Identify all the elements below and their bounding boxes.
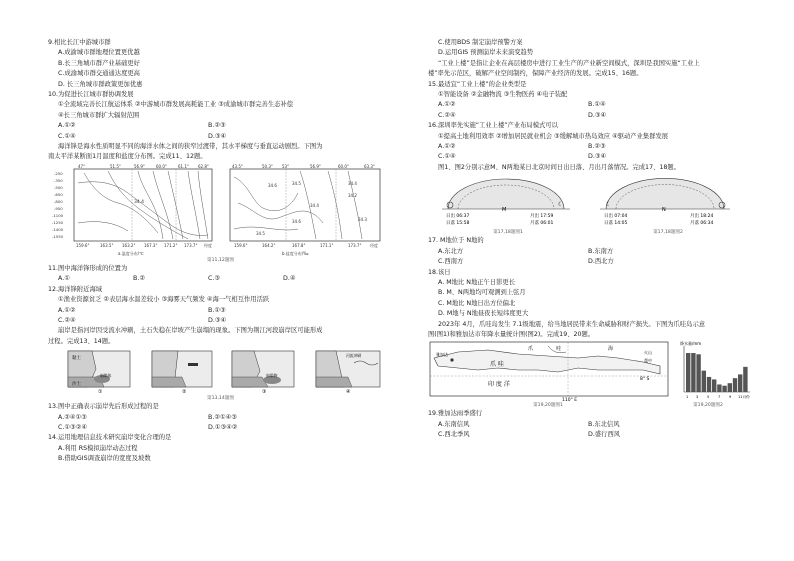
rt-3: 56.9° [310, 163, 321, 169]
longitude-label: 110° E [562, 398, 578, 403]
n-sunrise: 日出 07:04 [604, 214, 628, 220]
q13-option-d: D.①③④② [208, 423, 238, 431]
depth-8: -1400 [52, 226, 64, 232]
java-island-label: 爪 哇 [490, 361, 504, 369]
lb-4: 171.2° [164, 242, 178, 248]
lb-2: 163.2° [122, 242, 136, 248]
rain-bar [717, 385, 721, 393]
jakarta-label: 雅加达 [436, 352, 448, 358]
temperature-panel [74, 169, 212, 241]
sal-6: 34.3 [358, 216, 367, 222]
intro-15-16-line2: 楼”率先示范区，破解产业空间制约，保障产业经济的发展。完成15、16题。 [428, 70, 643, 78]
diagram-1 [68, 351, 130, 395]
moon-icon: ☾ [558, 201, 564, 209]
q18-option-d: D. M地与 N地昼夜长短纬度更大 [438, 310, 529, 318]
q16-stem: 16.深圳率先实施“工业上楼”产业布局模式可以 [428, 122, 558, 130]
java-map [430, 342, 668, 402]
q19-option-c: C.西北季风 [438, 431, 470, 439]
m-moonset: 月落 06:01 [530, 221, 554, 227]
q18-option-b: B. M、N两地均可观测到上弦月 [438, 289, 526, 297]
q15-option-b: B.①④ [588, 101, 606, 109]
diagram-number-2: ② [182, 389, 187, 396]
q15-option-d: D.③④ [588, 111, 607, 119]
q15-options-row2 [428, 111, 753, 121]
q14-option-d: D.运用GIS 预测崩岸未来演变趋势 [438, 49, 534, 57]
intro-13-14-line1: 崩岸是指河岸因受流水冲刷，土石失稳在岸坡产生崩塌的现象。下图为荆江河段崩岸区可能形成 [58, 327, 323, 335]
rb-0: 159.6° [234, 242, 248, 248]
sea-label: 海 [608, 346, 614, 353]
diagram-n [600, 179, 730, 227]
lt-label-4: 61.1° [178, 163, 189, 169]
sal-4: 34.6 [292, 218, 301, 224]
java-map-and-rain-chart [428, 340, 753, 402]
rain-x-7: 7 [718, 395, 721, 400]
q19-option-b: B.东北信风 [588, 420, 620, 428]
q18-option-a: A. M地比 N地正午日影更长 [438, 278, 516, 286]
diagram-number-1: ① [98, 389, 103, 396]
depth-4: -800 [54, 198, 63, 204]
q17-option-c: C.西南方 [438, 258, 464, 266]
q14-option-a: A.利用 RS模拟崩岸动态过程 [58, 444, 138, 452]
quake-label: 震中 [644, 358, 652, 364]
intro-17-18: 图1、图2分别示意M、N两地某日北京时间日出日落、月出月落情况。完成17、18题。 [438, 163, 680, 171]
figure-11-12 [48, 163, 393, 259]
rainfall-chart [680, 340, 750, 399]
rt-0: 43.5° [232, 163, 243, 169]
q15-items: ①智能设备 ②金融物流 ③生物医药 ④电子装配 [438, 91, 568, 99]
q13-options-row1 [48, 413, 393, 423]
rain-x-9: 9 [729, 395, 732, 400]
rb-2: 167.8° [292, 242, 306, 248]
q12-option-c: C.②④ [58, 316, 76, 324]
q11-option-d: D.④ [283, 275, 296, 283]
q11-stem: 11.图中海洋锋形成的位置为 [48, 264, 128, 272]
sun-moon-diagrams [428, 173, 753, 229]
lt-label-0: 47° [78, 163, 86, 169]
q10-items-1: ①全流域完善长江航运体系 ②中游城市群发展高耗能工业 ③成渝城市群完善生态补偿 [58, 101, 294, 109]
q17-options-row1 [428, 247, 753, 257]
q19-option-a: A.东南信风 [438, 420, 470, 428]
marker-1: 34.4 [134, 199, 145, 205]
figure-17-18-captions [428, 229, 753, 236]
rain-bars [686, 353, 748, 392]
salinity-subtitle: b.盐度分布/‰ [282, 250, 309, 256]
rt-2: 53° [282, 163, 290, 169]
q16-option-d: D.③④ [588, 153, 607, 161]
rb-1: 164.2° [262, 242, 276, 248]
q15-option-a: A.①② [438, 101, 456, 109]
q13-option-c: C.①③②④ [58, 423, 87, 431]
volcano-label: 火山 [644, 350, 652, 356]
right-column [428, 38, 753, 441]
intro-11-12-line2: 南太平洋某断面1月温度和盐度分布图。完成11、12题。 [48, 153, 207, 161]
intro-13-14-line2: 过程。完成13、14题。 [48, 337, 115, 345]
q9-option-c: C.成渝城市群交通通达度更高 [58, 70, 140, 78]
rain-bar [702, 371, 706, 392]
moon-icon-n: ☾ [606, 201, 612, 209]
q12-option-d: D.③④ [208, 316, 227, 324]
lb-6: 经度 [204, 242, 212, 248]
rain-chart-title: 降水量/mm [680, 341, 702, 347]
depth-2: -500 [54, 184, 63, 190]
q12-options-row1 [48, 306, 393, 316]
n-moonset: 月落 06:34 [690, 221, 714, 227]
depth-3: -650 [54, 191, 63, 197]
sand-label-1: 沙土 [72, 382, 81, 388]
intro-19-20-line1: 2023年 4月，爪哇岛发生 7.1级地震，给当地居民带来生命威胁和财产损失。下图为爪哇岛示意 [438, 320, 706, 328]
depth-1: -350 [54, 177, 63, 183]
lt-label-1: 51.5° [110, 163, 121, 169]
intro-11-12-line1: 海洋锋是海水性质明显不同的海洋水体之间的狭窄过渡带，其水平梯度与垂直运动剧烈。下图为 [58, 143, 323, 151]
collapse-label-1: 崩塌体 [100, 373, 112, 379]
sal-0: 34.6 [268, 182, 277, 188]
rain-bar [686, 353, 690, 392]
lb-5: 173.7° [184, 242, 198, 248]
rt-1: 50.3° [262, 163, 273, 169]
depth-0: -250 [54, 170, 63, 176]
sal-1: 34.5 [292, 180, 301, 186]
lb-1: 163.5° [100, 242, 114, 248]
rb-4: 173.7° [348, 242, 362, 248]
q10-option-c: C.①④ [58, 132, 76, 140]
sal-5: 34.4 [310, 202, 319, 208]
rain-x-11: 11月份 [738, 395, 750, 400]
salinity-top-labels [232, 164, 375, 169]
figure-11-12-caption: 第11,12题图 [207, 257, 234, 263]
depth-7: -1250 [52, 219, 64, 225]
q9-stem: 9.相比长江中游城市群 [48, 39, 111, 46]
q12-option-b: B.①③ [208, 306, 226, 314]
q19-stem: 19.雅加达雨季盛行 [428, 410, 483, 418]
q15-option-c: C.②④ [438, 111, 456, 119]
q9-option-b: B.长三角城市群产业基础更好 [58, 59, 140, 67]
figure-13-14 [48, 347, 393, 395]
diagram-2 [152, 351, 212, 395]
java-label-1: 爪 [528, 346, 534, 353]
intro-15-16-line1: “工业上楼”是指让企业在高层楼房中进行工业生产的产业新空间模式，深圳是我国实施“工业上 [438, 59, 700, 67]
diagram-number-3: ③ [262, 389, 267, 396]
latitude-label: 8° S [640, 377, 650, 383]
rain-x-1: 1 [686, 395, 689, 400]
q12-option-a: A.①② [58, 306, 76, 314]
depth-5: -950 [54, 205, 63, 211]
rb-5: 经度 [370, 242, 378, 248]
q15-options-row1 [428, 100, 753, 110]
q12-options-row2 [48, 316, 393, 326]
q17-option-d: D.西北方 [588, 258, 614, 266]
figure-19-20-caption-1: 第19,20题图1 [533, 403, 563, 409]
m-sunset: 日落 15:58 [446, 221, 470, 227]
figure-19-20 [428, 340, 753, 402]
q9-option-a: A.成渝城市群地理位置更优越 [58, 49, 140, 57]
n-label: N [662, 207, 666, 214]
rain-bar [733, 379, 737, 393]
q17-option-b: B.东南方 [588, 247, 614, 255]
q16-options-row2 [428, 152, 753, 162]
rain-bar [696, 355, 700, 393]
rain-bar [738, 375, 742, 393]
collapse-label-3: 崩塌物 [266, 373, 278, 379]
depth-6: -1100 [52, 212, 64, 218]
q19-options-row2 [428, 430, 753, 440]
q18-stem: 18.该日 [428, 268, 451, 276]
n-sunset: 日落 14:05 [604, 221, 628, 227]
salinity-bottom-labels [234, 242, 378, 256]
rain-bar [722, 386, 726, 392]
rt-4: 60.0° [338, 163, 349, 169]
q16-option-c: C.①④ [438, 153, 456, 161]
rain-bar [728, 384, 732, 393]
figure-19-20-caption-2: 第19,20题图2 [693, 403, 723, 409]
rain-x-5: 5 [707, 395, 710, 400]
q11-options [48, 274, 393, 284]
q10-option-b: B.②③ [208, 122, 226, 130]
rain-bar [707, 377, 711, 392]
temperature-subtitle: a.温度分布/℃ [118, 250, 144, 256]
rain-bar [712, 380, 716, 393]
rt-5: 63.3° [364, 163, 375, 169]
q13-options-row2 [48, 423, 393, 433]
rain-bar [743, 367, 747, 392]
figure-17-18 [428, 173, 753, 229]
rain-x-labels [686, 394, 750, 399]
rain-bar [691, 353, 695, 392]
lt-label-2: 56.9° [134, 163, 145, 169]
q16-option-a: A.①② [438, 143, 456, 151]
q11-option-b: B.② [133, 275, 145, 283]
q10-option-d: D.③④ [208, 132, 227, 140]
q17-options-row2 [428, 257, 753, 267]
diagram-4 [316, 351, 380, 395]
figure-13-14-caption: 第13,14题图 [207, 396, 234, 402]
q10-options-row1 [48, 121, 393, 131]
clay-label-1: 黏土 [72, 356, 81, 362]
diagram-number-4: ④ [346, 389, 351, 396]
depth-labels [52, 171, 64, 239]
flow-label: 河流冲刷 [346, 353, 362, 359]
temperature-bottom-labels [76, 242, 212, 256]
q19-options-row1 [428, 420, 753, 430]
q19-option-d: D.盛行西风 [588, 431, 621, 439]
q11-option-a: A.① [58, 275, 70, 283]
bank-collapse-diagrams [48, 347, 393, 395]
left-column [48, 38, 393, 465]
lt-label-3: 60.0° [156, 163, 167, 169]
q14-stem: 14.运用地理信息技术研究崩岸变化合理的是 [48, 434, 172, 442]
q10-items-2: ④长三角城市群扩大辐射范围 [58, 111, 140, 119]
q10-options-row2 [48, 132, 393, 142]
java-label-2: 哇 [556, 346, 562, 353]
jakarta-marker [450, 359, 453, 362]
depth-9: -1550 [52, 233, 64, 239]
sal-2: 34.4 [348, 180, 357, 186]
figure-17-18-caption-2: 第17,18题图2 [653, 230, 683, 236]
q18-option-c: C. M地比 N地日出方位偏北 [438, 299, 516, 307]
q13-stem: 13.图中正确表示崩岸先后形成过程的是 [48, 403, 159, 411]
q13-option-b: B.②①④③ [208, 413, 237, 421]
n-moonrise: 月出 18:24 [690, 214, 714, 220]
figure-19-20-captions [428, 402, 753, 409]
q15-stem: 15.最适宜“工业上楼”的企业类型是 [428, 80, 527, 88]
q14-option-c: C.使用BDS 制定崩岸预警方案 [438, 39, 523, 46]
q10-option-a: A.①② [58, 122, 76, 130]
q9-option-d: D. 长三角城市群政策更加优惠 [58, 80, 143, 88]
lt-label-5: 62.8° [198, 163, 209, 169]
temperature-top-labels [78, 164, 209, 169]
q14-option-b: B.借助GIS调查崩岸的宽度及坡数 [58, 455, 151, 463]
figure-17-18-caption-1: 第17,18题图1 [493, 230, 523, 236]
q17-option-a: A.东北方 [438, 247, 464, 255]
sal-3: 34.2 [348, 192, 357, 198]
q10-stem: 10.为促进长江城市群协调发展 [48, 91, 134, 99]
rb-3: 171.1° [320, 242, 334, 248]
temperature-salinity-sections [48, 163, 393, 259]
diagram-m [442, 179, 570, 226]
salinity-panel [230, 169, 380, 241]
rain-x-3: 3 [696, 395, 699, 400]
m-sunrise: 日出 06:37 [446, 214, 470, 220]
lb-3: 167.3° [144, 242, 158, 248]
intro-19-20-line2: 图(图1)和雅加达市年降水量统计图(图2)。完成19、20题。 [428, 330, 595, 338]
m-label: M [502, 207, 507, 214]
indian-ocean-label: 印 度 洋 [488, 381, 510, 389]
q12-stem: 12.海洋锋附近海域 [48, 285, 103, 293]
q12-items: ①渔业资源贫乏 ②表层海水温差较小 ③海雾天气频发 ④海一气相互作用活跃 [58, 296, 270, 304]
lb-0: 159.6° [76, 242, 90, 248]
q17-stem: 17. M地位于 N地的 [428, 237, 484, 245]
q13-option-a: A.②④①③ [58, 413, 87, 421]
sal-7: 34.5 [256, 230, 265, 236]
q16-option-b: B.②③ [588, 143, 606, 151]
m-moonrise: 月出 17:59 [530, 214, 554, 220]
diagram-3 [232, 351, 294, 395]
q16-options-row1 [428, 142, 753, 152]
q16-items: ①提高土地利用效率 ②增加居民就业机会 ③缓解城市热岛效应 ④驱动产业集群发展 [438, 132, 669, 140]
q11-option-c: C.③ [208, 275, 221, 283]
